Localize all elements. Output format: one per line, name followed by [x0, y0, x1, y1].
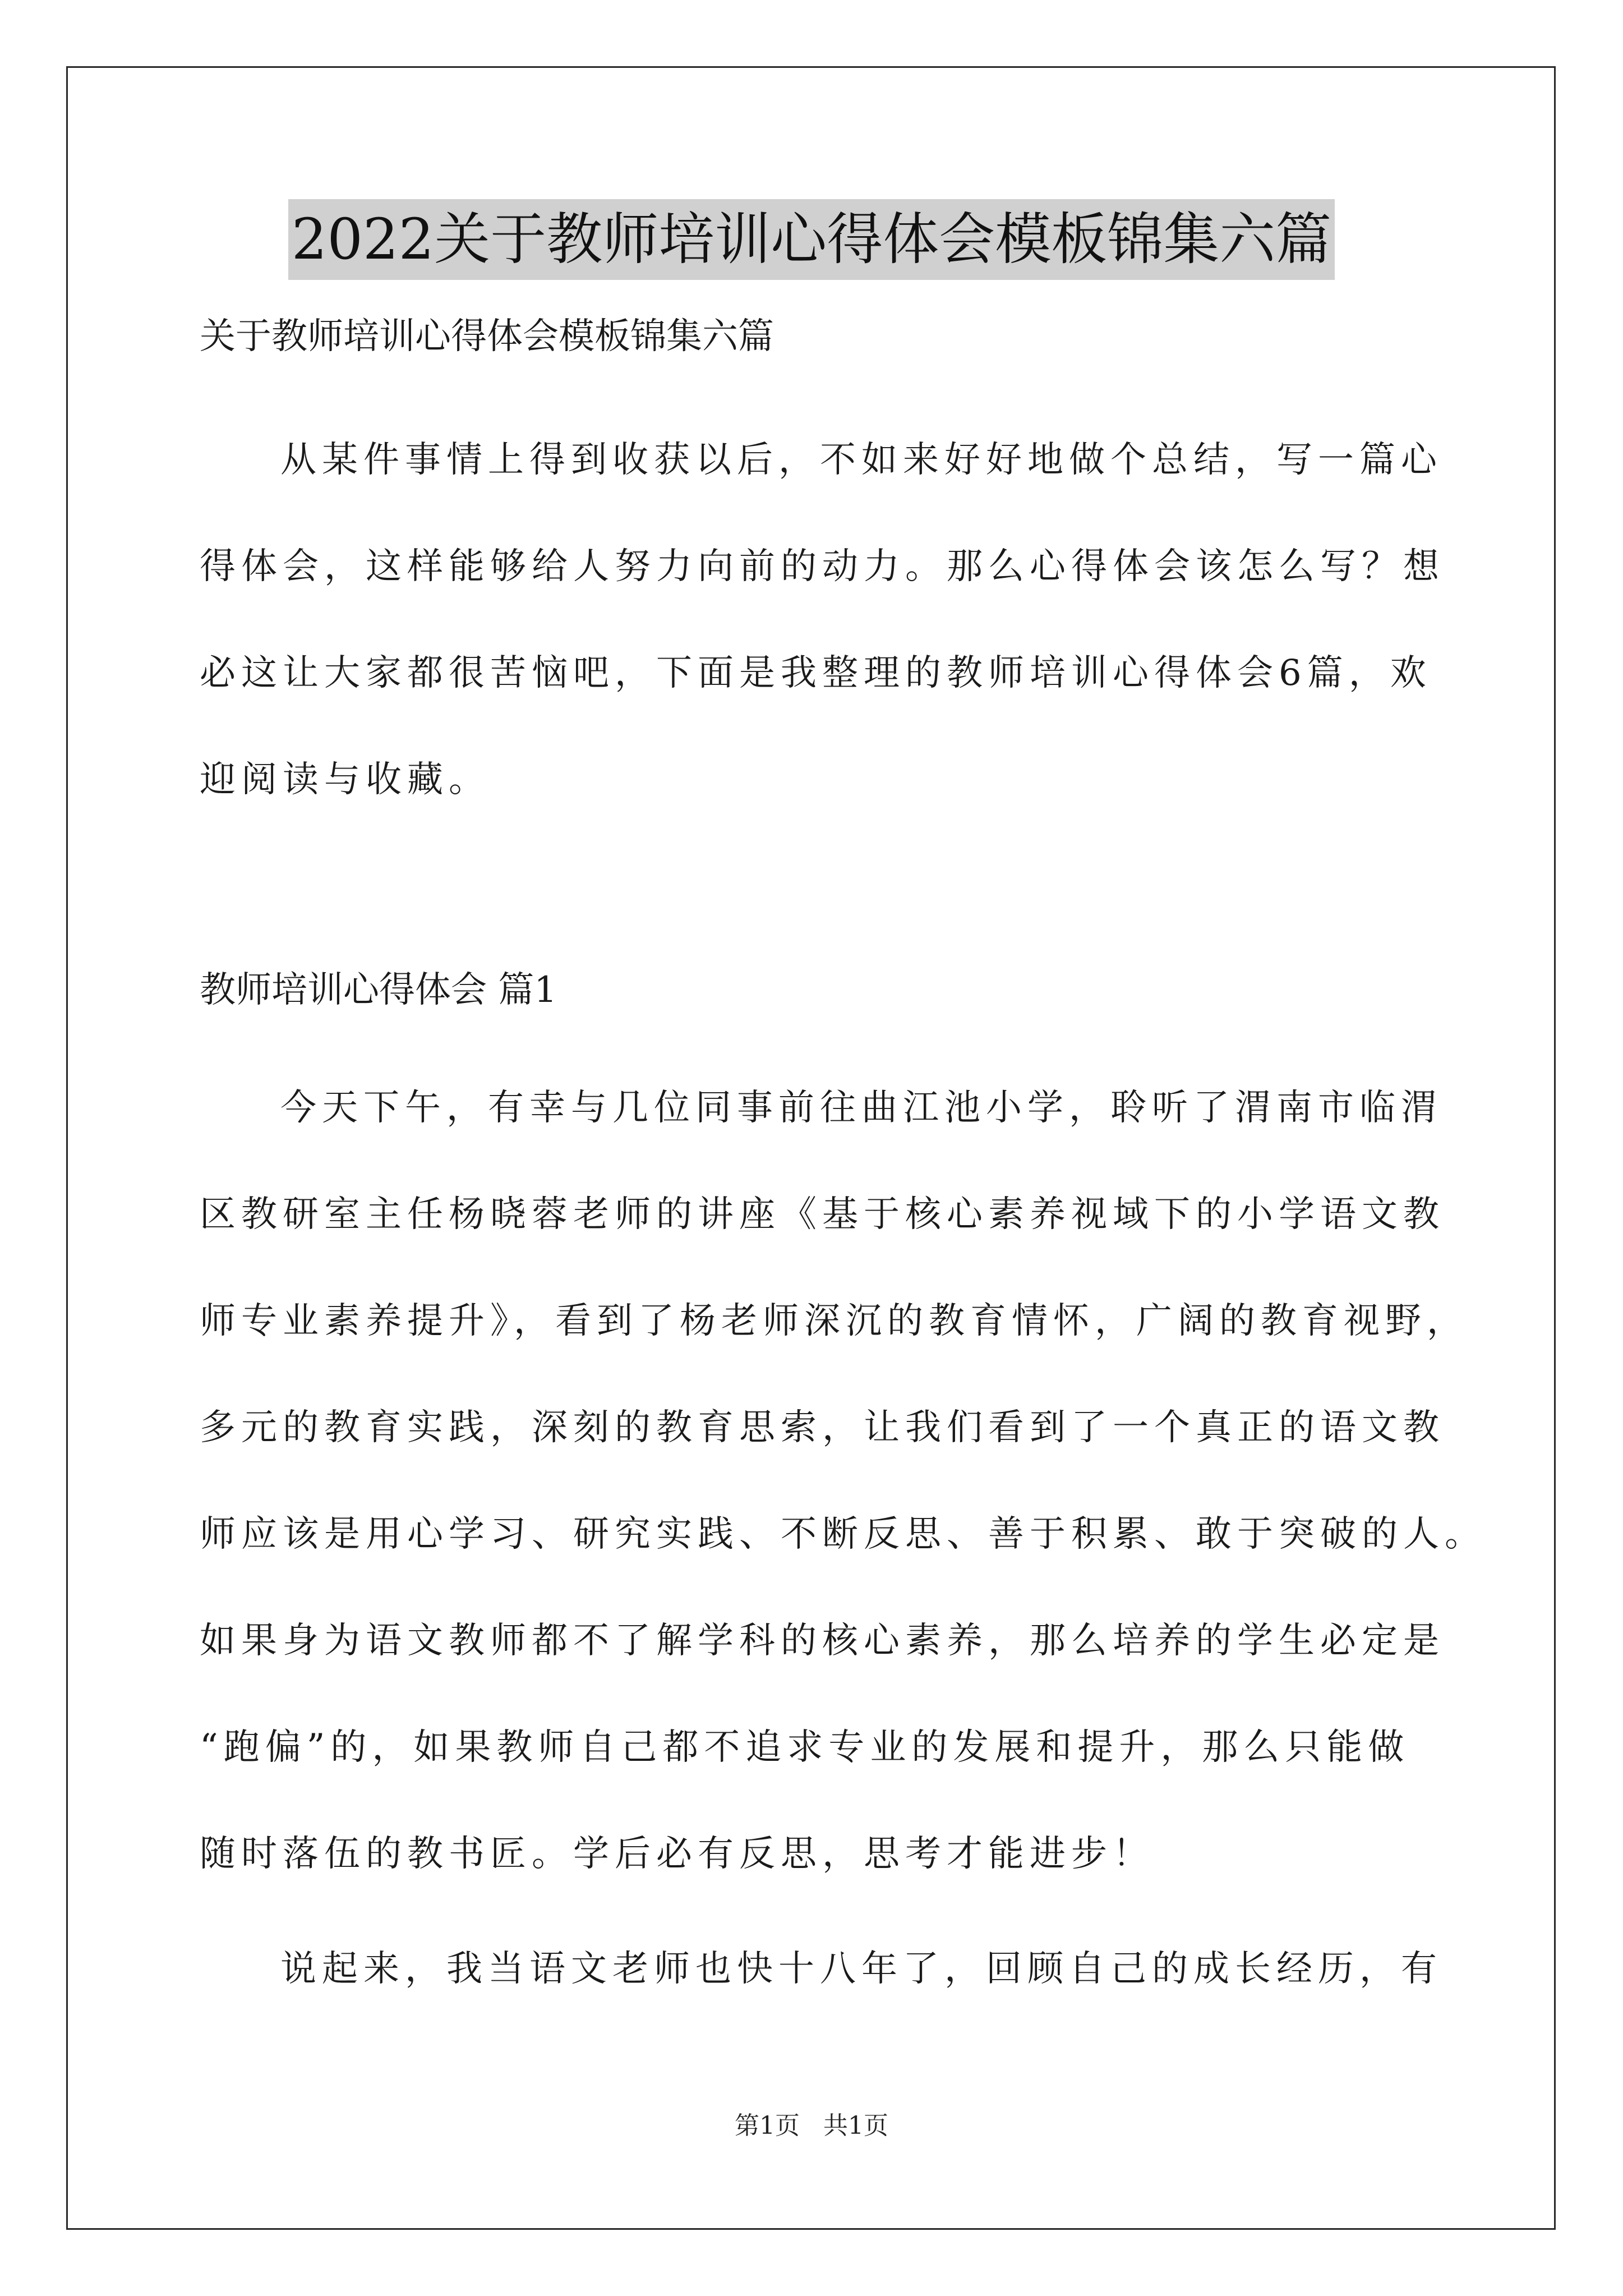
body-line: 如果身为语文教师都不了解学科的核心素养，那么培养的学生必定是 [200, 1620, 1445, 1662]
intro-line: 必这让大家都很苦恼吧，下面是我整理的教师培训心得体会6篇，欢 [200, 652, 1432, 694]
intro-line: 得体会，这样能够给人努力向前的动力。那么心得体会该怎么写？想 [200, 546, 1445, 587]
body-line: 多元的教育实践，深刻的教育思索，让我们看到了一个真正的语文教 [200, 1407, 1445, 1448]
page-total: 共1页 [823, 2111, 888, 2140]
body-line: 随时落伍的教书匠。学后必有反思，思考才能进步！ [200, 1833, 1154, 1875]
body-line: “跑偏”的，如果教师自己都不追求专业的发展和提升，那么只能做 [200, 1727, 1410, 1768]
intro-line: 从某件事情上得到收获以后，不如来好好地做个总结，写一篇心 [280, 439, 1442, 481]
section-heading: 教师培训心得体会 篇1 [200, 969, 557, 1011]
title-container [0, 199, 1623, 280]
intro-line: 迎阅读与收藏。 [200, 759, 490, 800]
document-title: 2022关于教师培训心得体会模板锦集六篇 [288, 199, 1335, 280]
body-line: 区教研室主任杨晓蓉老师的讲座《基于核心素养视域下的小学语文教 [200, 1194, 1445, 1235]
body-line: 师专业素养提升》，看到了杨老师深沉的教育情怀，广阔的教育视野， [200, 1300, 1468, 1342]
body-line: 说起来，我当语文老师也快十八年了，回顾自己的成长经历，有 [280, 1948, 1442, 1990]
body-line: 今天下午，有幸与几位同事前往曲江池小学，聆听了渭南市临渭 [280, 1087, 1442, 1129]
document-subtitle: 关于教师培训心得体会模板锦集六篇 [200, 316, 774, 357]
page-footer [0, 2109, 1623, 2143]
page-border [66, 66, 1556, 2230]
body-line: 师应该是用心学习、研究实践、不断反思、善于积累、敢于突破的人。 [200, 1513, 1486, 1555]
page-number: 第1页 [735, 2111, 800, 2140]
